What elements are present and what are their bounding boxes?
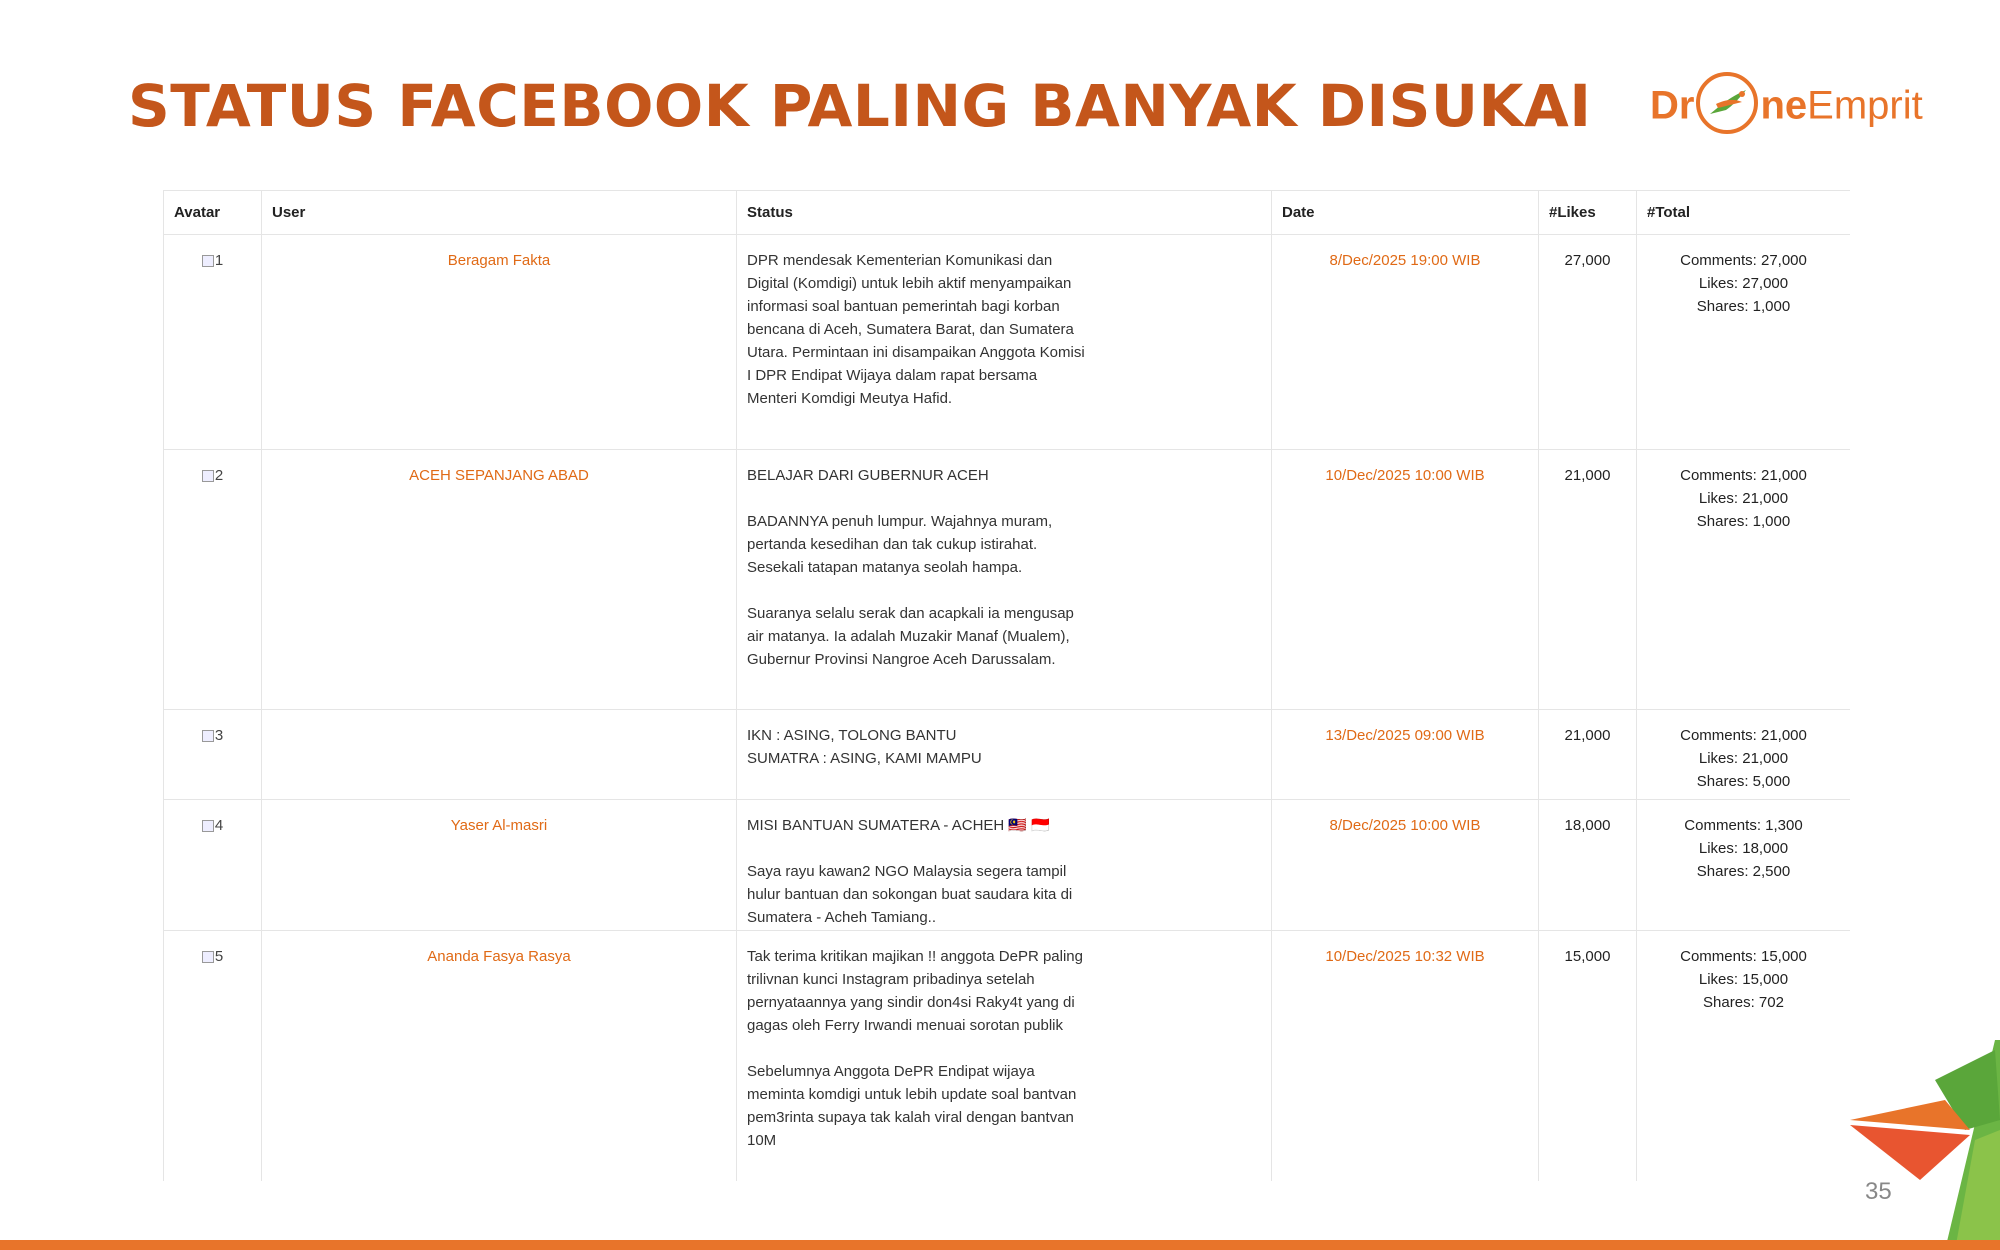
comments-count: Comments: 21,000 [1680, 467, 1807, 484]
avatar: 3 [202, 724, 223, 747]
shares-count: Shares: 702 [1703, 994, 1784, 1011]
bottom-bar [0, 1240, 2000, 1250]
likes-count: Likes: 15,000 [1698, 971, 1789, 988]
slide-title: STATUS FACEBOOK PALING BANYAK DISUKAI [128, 72, 1592, 140]
likes-value: 18,000 [1538, 800, 1636, 930]
status-text: DPR mendesak Kementerian Komunikasi dan Digital (Komdigi) untuk lebih aktif menyampaikan informasi soal bantuan pemerintah bagi korban bencana di Aceh, Sumatera Barat, dan Sumatera Utara. Permintaan ini disampaikan Anggota Komisi I DPR Endipat Wijaya dalam rapat bersama Menteri Komdigi Meutya Hafid. [747, 252, 1089, 407]
page-number: 35 [1865, 1178, 1892, 1205]
table-row [163, 931, 1850, 1181]
shares-count: Shares: 1,000 [1696, 513, 1791, 530]
date-link[interactable]: 8/Dec/2025 10:00 WIB [1271, 800, 1538, 930]
broken-image-icon [202, 730, 214, 742]
date-link[interactable]: 10/Dec/2025 10:32 WIB [1271, 931, 1538, 1181]
facebook-status-table [163, 190, 1850, 1181]
broken-image-icon [202, 470, 214, 482]
likes-value: 21,000 [1538, 710, 1636, 799]
likes-value: 15,000 [1538, 931, 1636, 1181]
user-link[interactable]: ACEH SEPANJANG ABAD [261, 450, 736, 709]
header-user: User [261, 191, 736, 234]
avatar: 5 [202, 945, 223, 968]
total-stats [1636, 800, 1850, 930]
shares-count: Shares: 2,500 [1696, 863, 1791, 880]
avatar: 4 [202, 814, 223, 837]
table-row [163, 800, 1850, 931]
likes-count: Likes: 18,000 [1698, 840, 1789, 857]
date-link[interactable]: 8/Dec/2025 19:00 WIB [1271, 235, 1538, 449]
header-date: Date [1271, 191, 1538, 234]
comments-count: Comments: 27,000 [1680, 252, 1807, 269]
table-row [163, 235, 1850, 450]
header-avatar: Avatar [163, 191, 261, 234]
status-text: IKN : ASING, TOLONG BANTU SUMATRA : ASING, KAMI MAMPU [747, 727, 982, 767]
total-stats [1636, 710, 1850, 799]
status-text: Tak terima kritikan majikan !! anggota DePR paling trilivnan kunci Instagram pribadinya setelah pernyataannya yang sindir don4si Raky4t yang di gagas oleh Ferry Irwandi menuai sorotan publik Sebelumnya Anggota DePR Endipat wijaya meminta komdigi untuk lebih update soal bantvan pem3rinta supaya tak kalah viral dengan bantvan 10M [747, 948, 1083, 1149]
user-link[interactable]: Beragam Fakta [261, 235, 736, 449]
likes-count: Likes: 21,000 [1698, 490, 1789, 507]
likes-value: 21,000 [1538, 450, 1636, 709]
user-link[interactable] [261, 710, 736, 799]
drone-emprit-logo [1650, 70, 1923, 142]
total-stats [1636, 931, 1850, 1181]
table-header [163, 191, 1850, 235]
status-text: MISI BANTUAN SUMATERA - ACHEH 🇲🇾 🇮🇩 Saya rayu kawan2 NGO Malaysia segera tampil hulur bantuan dan sokongan buat saudara kita di Sumatera - Acheh Tamiang.. [747, 817, 1073, 926]
header-likes: #Likes [1538, 191, 1636, 234]
table-row [163, 710, 1850, 800]
logo-text-part3: Emprit [1807, 83, 1923, 128]
header-total: #Total [1636, 191, 1850, 234]
logo-text-part1: Dr [1650, 83, 1695, 128]
broken-image-icon [202, 951, 214, 963]
avatar: 1 [202, 249, 223, 272]
shares-count: Shares: 1,000 [1696, 298, 1791, 315]
date-link[interactable]: 13/Dec/2025 09:00 WIB [1271, 710, 1538, 799]
total-stats [1636, 235, 1850, 449]
comments-count: Comments: 1,300 [1684, 817, 1803, 834]
user-link[interactable]: Yaser Al-masri [261, 800, 736, 930]
total-stats [1636, 450, 1850, 709]
broken-image-icon [202, 255, 214, 267]
shares-count: Shares: 5,000 [1696, 773, 1791, 790]
likes-count: Likes: 21,000 [1698, 750, 1789, 767]
corner-decoration [1845, 1040, 2000, 1250]
date-link[interactable]: 10/Dec/2025 10:00 WIB [1271, 450, 1538, 709]
status-text: BELAJAR DARI GUBERNUR ACEH BADANNYA penuh lumpur. Wajahnya muram, pertanda kesedihan dan tak cukup istirahat. Sesekali tatapan matanya seolah hampa. Suaranya selalu serak dan acapkali ia mengusap air matanya. Ia adalah Muzakir Manaf (Mualem), Gubernur Provinsi Nangroe Aceh Darussalam. [747, 467, 1074, 668]
table-row [163, 450, 1850, 710]
comments-count: Comments: 21,000 [1680, 727, 1807, 744]
likes-count: Likes: 27,000 [1698, 275, 1789, 292]
comments-count: Comments: 15,000 [1680, 948, 1807, 965]
logo-text-part2: ne [1760, 83, 1808, 128]
likes-value: 27,000 [1538, 235, 1636, 449]
user-link[interactable]: Ananda Fasya Rasya [261, 931, 736, 1181]
header-status: Status [736, 191, 1271, 234]
avatar: 2 [202, 464, 223, 487]
broken-image-icon [202, 820, 214, 832]
bird-icon [1696, 72, 1758, 134]
